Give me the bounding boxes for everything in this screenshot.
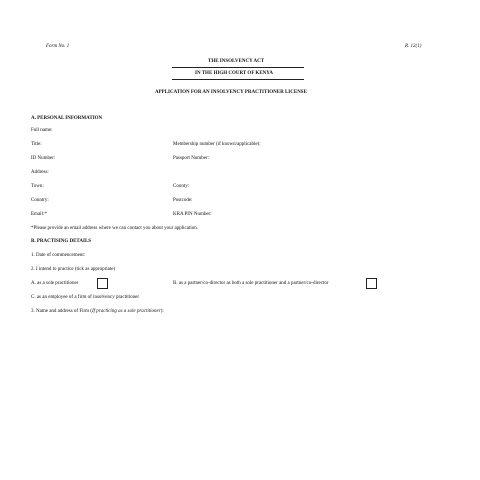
address-label: Address: [31,170,49,175]
full-name-label: Full name: [31,128,53,133]
option-b-checkbox[interactable] [366,278,377,289]
option-b-label: B. as a partner/co-director as both a sole practitioner and a partner/co-director [173,281,329,286]
passport-label: Passport Number: [173,156,209,161]
email-note: *Please provide an email address where we can contact you about your application. [31,226,199,231]
email-label: Email:* [31,212,47,217]
firm-label-prefix: 3. Name and address of Firm ( [31,309,92,314]
rule-reference: R. 12(1) [405,44,422,49]
firm-label-italic: If practicing as a sole practitioner [91,309,161,314]
membership-label: Membership number (if known/applicable): [173,142,261,147]
option-a-label: A. as a sole practitioner [31,281,79,286]
option-c-label: C. as an employee of a firm of insolvency practitioner [31,295,140,300]
town-label: Town: [31,184,44,189]
firm-label-suffix: ): [160,309,164,314]
form-number: Form No. 1 [46,44,70,49]
practice-intent-label: 2. I intend to practice (tick as appropriate) [31,267,116,272]
section-a-heading: A. PERSONAL INFORMATION [31,116,103,121]
postcode-label: Postcode: [173,198,193,203]
court-title: IN THE HIGH COURT OF KENYA [195,71,274,76]
title-rule-top [172,67,304,68]
kra-pin-label: KRA PIN Number: [173,212,212,217]
country-label: Country: [31,198,49,203]
commencement-date-label: 1. Date of commencement: [31,253,86,258]
firm-name-address-label [31,309,164,315]
application-title: APPLICATION FOR AN INSOLVENCY PRACTITIONER LICENSE [155,90,307,95]
title-label: Title: [31,142,42,147]
act-title: THE INSOLVENCY ACT [208,59,265,64]
section-b-heading: B. PRACTISING DETAILS [31,239,92,244]
option-a-checkbox[interactable] [97,278,108,289]
county-label: County: [173,184,190,189]
title-rule-bottom [172,79,304,80]
id-number-label: ID Number: [31,156,56,161]
